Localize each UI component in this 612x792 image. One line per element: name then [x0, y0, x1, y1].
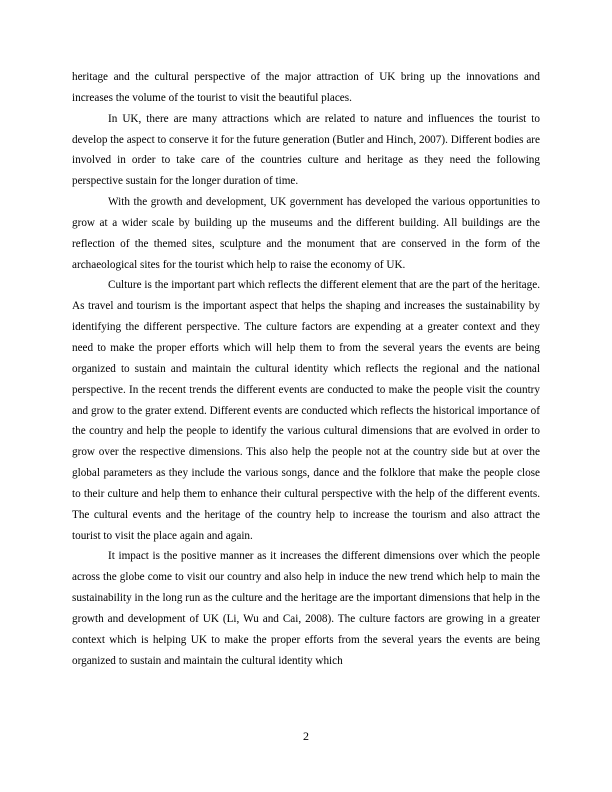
page-number: 2 — [303, 729, 309, 743]
paragraph-uk-attractions: In UK, there are many attractions which are related to nature and influences the tourist to develop the aspect to conserve it for the future generation (Butler and Hinch, 2007). Different bodies are involved in order to take care of the countries culture and heritage as they need the following perspective sustain for the longer duration of time. — [72, 112, 540, 188]
body-text — [72, 67, 540, 671]
paragraph-culture-heritage: Culture is the important part which reflects the different element that are the part of the heritage. As travel and tourism is the important aspect that helps the shaping and increases the sustainability by identifying the different perspective. The culture factors are expending at a greater context and they need to make the proper efforts which will help them to from the several years the events are being organized to sustain and maintain the cultural identity which reflects the regional and the national perspective. In the recent trends the different events are conducted to make the people visit the country and grow to the grater extend. Different events are conducted which reflects the historical importance of the country and help the people to identify the various cultural dimensions that are evolved in order to grow over the respective dimensions. This also help the people not at the country side but at over the global parameters as they include the various songs, dance and the folklore that make the people close to their culture and help them to enhance their cultural perspective with the help of the different events. The cultural events and the heritage of the country help to increase the tourism and also attract the tourist to visit the place again and again. — [72, 279, 540, 542]
paragraph-impact: It impact is the positive manner as it increases the different dimensions over which the people across the globe come to visit our country and also help in induce the new trend which help to main the sustainability in the long run as the culture and the heritage are the important dimensions that help in the growth and development of UK (Li, Wu and Cai, 2008). The culture factors are growing in a greater context which is helping UK to make the proper efforts from the several years the events are being organized to sustain and maintain the cultural identity which — [72, 550, 540, 667]
paragraph-continued: heritage and the cultural perspective of the major attraction of UK bring up the innovations and increases the volume of the tourist to visit the beautiful places. — [72, 71, 540, 104]
paragraph-growth-development: With the growth and development, UK government has developed the various opportunities to grow at a wider scale by building up the museums and the different building. All buildings are the reflection of the themed sites, sculpture and the monument that are conserved in the form of the archaeological sites for the tourist which help to raise the economy of UK. — [72, 196, 540, 271]
